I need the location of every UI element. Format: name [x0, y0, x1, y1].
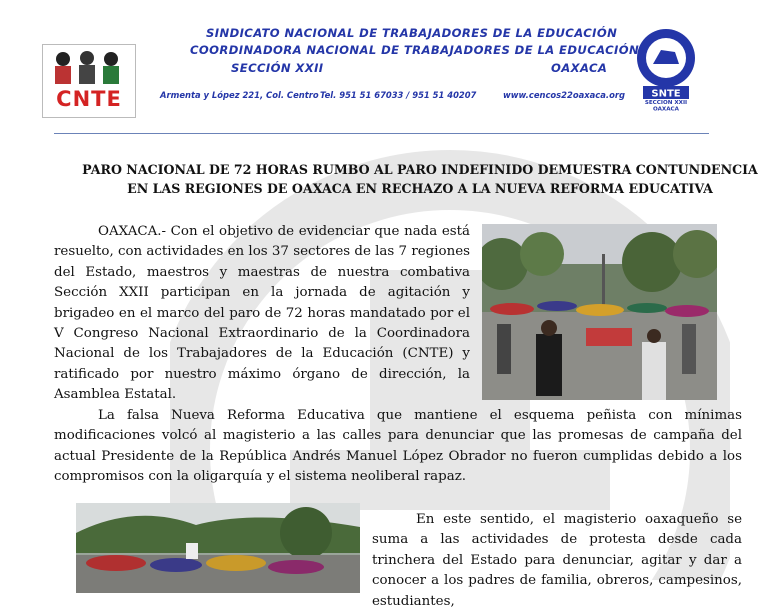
website-link[interactable]: www.cencos22oaxaca.org	[503, 90, 625, 100]
union-name: SINDICATO NACIONAL DE TRABAJADORES DE LA EDUCACIÓN	[206, 26, 618, 40]
address: Armenta y López 221, Col. Centro	[160, 90, 319, 100]
paragraph-3: En este sentido, el magisterio oaxaqueño se suma a las actividades de protesta desde cada trinchera del Estado para denunciar, agitar y dar a conocer a los padres de familia, obreros, campesinos, estudiantes,	[372, 512, 742, 609]
coordinator-name: COORDINADORA NACIONAL DE TRABAJADORES DE LA EDUCACIÓN	[190, 43, 640, 57]
article-title-line-2: EN LAS REGIONES DE OAXACA EN RECHAZO A LA NUEVA REFORMA EDUCATIVA	[127, 181, 713, 196]
cnte-figures-icon	[49, 49, 129, 85]
snte-logo	[631, 28, 701, 112]
header-divider	[54, 133, 709, 134]
phone-numbers: Tel. 951 51 67033 / 951 51 40207	[320, 90, 477, 100]
snte-acronym: SNTE	[651, 88, 681, 100]
cnte-logo-text: CNTE	[56, 87, 122, 111]
snte-section: SECCION XXII	[644, 100, 688, 106]
state-label: OAXACA	[551, 61, 608, 75]
cnte-logo	[42, 44, 136, 118]
snte-state: OAXACA	[652, 106, 680, 112]
march-photo	[482, 224, 717, 400]
article-title-line-1: PARO NACIONAL DE 72 HORAS RUMBO AL PARO INDEFINIDO DEMUESTRA CONTUNDENCIA	[82, 162, 758, 177]
article-title	[60, 160, 777, 198]
paragraph-2: La falsa Nueva Reforma Educativa que mantiene el esquema peñista con mínimas modificaciones volcó al magisterio a las calles para denunciar que las promesas de campaña del actual Presidente de la República Andrés Manuel López Obrador no fueron cumplidas debido a los compromisos con la oligarquía y el sistema neoliberal rapaz.	[54, 408, 742, 485]
paragraph-1: OAXACA.- Con el objetivo de evidenciar que nada está resuelto, con actividades en los 37 sectores de las 7 regiones del Estado, maestros y maestras de nuestra combativa Sección XXII participan en la jornada de agitación y brigadeo en el marco del paro de 72 horas mandatado por el V Congreso Nacional Extraordinario de la Coordinadora Nacional de los Trabajadores de la Educación (CNTE) y ratificado por nuestro máximo órgano de dirección, la Asamblea Estatal.	[54, 224, 470, 403]
section-label: SECCIÓN XXII	[231, 61, 324, 75]
